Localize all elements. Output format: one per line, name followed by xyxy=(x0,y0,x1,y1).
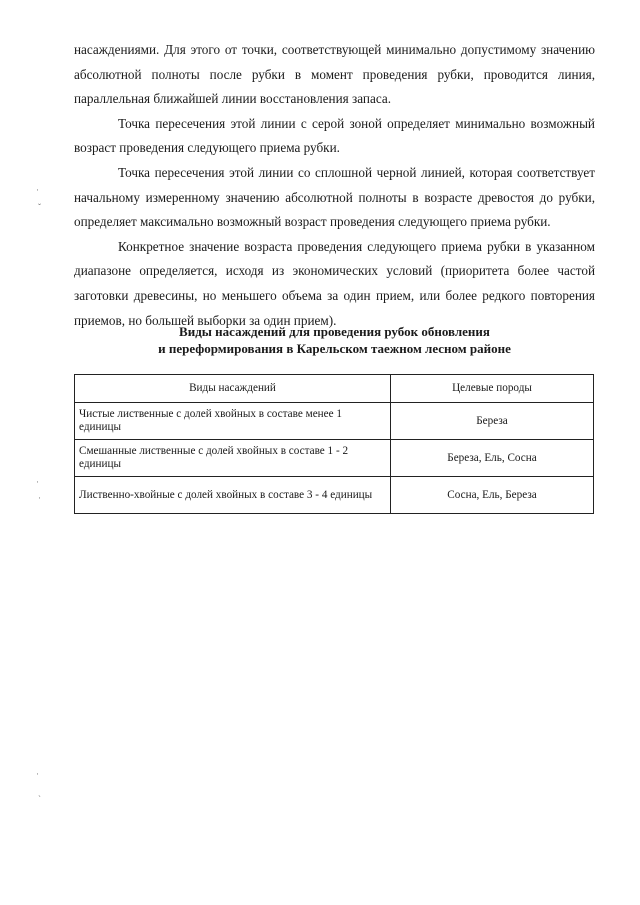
cell-target-species: Береза xyxy=(391,403,594,440)
header-target-species: Целевые породы xyxy=(391,375,594,403)
scan-speck: · xyxy=(38,493,41,503)
header-stand-types: Виды насаждений xyxy=(75,375,391,403)
scan-speck: ˇ xyxy=(38,202,41,212)
paragraph-2: Точка пересечения этой линии с серой зоной определяет минимально возможный возраст проведения следующего приема рубки. xyxy=(74,115,595,156)
body-text xyxy=(74,38,595,333)
paragraph-3: Точка пересечения этой линии со сплошной черной линией, которая соответствует начальному измеренному значению абсолютной полноты в возрасте древостоя до рубки, определяет максимально возможный возраст проведения следующего приема рубки. xyxy=(74,164,595,230)
scan-speck: · xyxy=(36,769,39,779)
table-title-line-2: и переформирования в Карельском таежном лесном районе xyxy=(158,341,511,356)
cell-target-species: Сосна, Ель, Береза xyxy=(391,477,594,514)
cell-target-species: Береза, Ель, Сосна xyxy=(391,440,594,477)
scan-speck: · xyxy=(36,477,39,487)
scan-speck: · xyxy=(36,185,39,195)
table-title xyxy=(74,323,595,357)
table-row xyxy=(75,403,594,440)
scan-speck: ˏ xyxy=(38,787,41,797)
table-header-row xyxy=(75,375,594,403)
cell-stand-type: Лиственно-хвойные с долей хвойных в составе 3 - 4 единицы xyxy=(75,477,391,514)
paragraph-4: Конкретное значение возраста проведения следующего приема рубки в указанном диапазоне определяется, исходя из экономических условий (приоритета более частой заготовки древесины, но меньшего объема за один прием, или более редкого повторения приемов, но большей выборки за один прием). xyxy=(74,238,595,328)
table-row xyxy=(75,477,594,514)
paragraph-1: насаждениями. Для этого от точки, соответствующей минимально допустимому значению абсолютной полноты после рубки в момент проведения рубки, проводится линия, параллельная ближайшей линии восстановления запаса. xyxy=(74,42,595,107)
cell-stand-type: Чистые лиственные с долей хвойных в составе менее 1 единицы xyxy=(75,403,391,440)
table-row xyxy=(75,440,594,477)
cell-stand-type: Смешанные лиственные с долей хвойных в составе 1 - 2 единицы xyxy=(75,440,391,477)
table-title-line-1: Виды насаждений для проведения рубок обновления xyxy=(179,324,490,339)
species-table xyxy=(74,374,594,514)
